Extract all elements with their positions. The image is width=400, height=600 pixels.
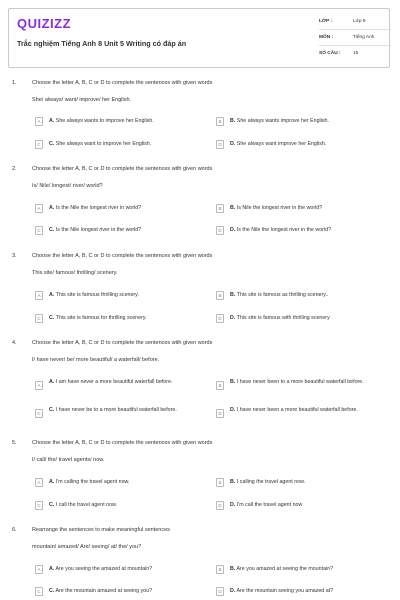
option-letter: D [216, 140, 224, 149]
option-letter: A [35, 478, 43, 487]
question-number: 4. [12, 340, 17, 346]
question-instruction: Choose the letter A, B, C or D to complete the sentences with given words [32, 340, 213, 346]
option-text: D. I'm call the travel agent now [230, 502, 303, 508]
option-text: C. This site is famous for thrilling scenery. [49, 315, 147, 321]
option-text: A. I am have never a more beautiful waterfall before. [49, 379, 173, 385]
option-letter: D [216, 409, 224, 418]
worksheet-meta [319, 14, 391, 61]
option-letter: C [35, 587, 43, 596]
meta-row-count [319, 46, 391, 61]
option-text: C. Are the mountain amazed at seeing you? [49, 588, 153, 594]
option-text: C. She always want to improve her English. [49, 141, 152, 147]
quizizz-logo: QUIZIZZ [17, 16, 72, 31]
option-letter: B [216, 204, 224, 213]
option-letter: C [35, 501, 43, 510]
option-text: D. Is the Nile the longest river in the world? [230, 227, 332, 233]
option-text: D. She always want improve her English. [230, 141, 327, 147]
option-letter: A [35, 204, 43, 213]
option-text: B. I have never been to a more beautiful waterfall before. [230, 379, 364, 385]
option-text: A. Is the Nile the longest river in world? [49, 205, 142, 211]
option-letter: A [35, 565, 43, 574]
worksheet-title: Trắc nghiệm Tiếng Anh 8 Unit 5 Writing có đáp án [17, 39, 187, 48]
option-text: D. This site is famous with thrilling scenery [230, 315, 330, 321]
question-number: 6. [12, 527, 17, 533]
question-prompt: Is/ Nile/ longest/ river/ world? [32, 183, 103, 189]
option-letter: C [35, 226, 43, 235]
option-letter: A [35, 291, 43, 300]
option-text: A. I'm calling the travel agent now. [49, 479, 130, 485]
option-letter: C [35, 140, 43, 149]
question-prompt: I/ call/ the/ travel agents/ now. [32, 457, 105, 463]
option-text: C. I have never be to a more beautiful waterfall before. [49, 407, 177, 413]
option-letter: A [35, 381, 43, 390]
question-number: 2. [12, 166, 17, 172]
option-text: B. She always wants improve her English. [230, 118, 329, 124]
question-prompt: This site/ famous/ thrilling/ scenery. [32, 270, 118, 276]
option-letter: B [216, 117, 224, 126]
option-letter: C [35, 409, 43, 418]
meta-value: Lớp 8 [353, 19, 366, 24]
option-letter: D [216, 226, 224, 235]
option-letter: A [35, 117, 43, 126]
option-letter: D [216, 587, 224, 596]
question-instruction: Choose the letter A, B, C or D to complete the sentences with given words [32, 253, 213, 259]
meta-key: LỚP : [319, 19, 333, 24]
meta-row-class [319, 14, 391, 30]
option-text: D. I have never been a more beautiful waterfall before. [230, 407, 358, 413]
meta-row-subject [319, 30, 391, 46]
option-letter: B [216, 478, 224, 487]
meta-key: SỐ CÂU : [319, 51, 341, 56]
option-text: B. Are you amazed at seeing the mountain? [230, 566, 334, 572]
option-text: A. Are you seeing the amazed at mountain? [49, 566, 153, 572]
option-letter: D [216, 314, 224, 323]
question-prompt: She/ always/ want/ improve/ her English. [32, 97, 132, 103]
meta-value: Tiếng Anh [353, 35, 375, 40]
option-letter: B [216, 291, 224, 300]
option-letter: B [216, 381, 224, 390]
question-prompt: mountain/ amazed/ Are/ seeing/ at/ the/ you? [32, 544, 142, 550]
worksheet-header [8, 8, 390, 68]
question-number: 1. [12, 80, 17, 86]
option-text: C. Is the Nile longest river in the world? [49, 227, 142, 233]
question-instruction: Choose the letter A, B, C or D to complete the sentences with given words [32, 80, 213, 86]
question-number: 3. [12, 253, 17, 259]
meta-value: 15 [353, 51, 359, 56]
question-number: 5. [12, 440, 17, 446]
option-text: A. This site is famous thrilling scenery. [49, 292, 139, 298]
question-instruction: Choose the letter A, B, C or D to complete the sentences with given words [32, 166, 213, 172]
option-text: B. This site is famous as thrilling scenery.. [230, 292, 329, 298]
option-text: D. Are the mountain seeing you amazed at? [230, 588, 334, 594]
question-prompt: I/ have never/ be/ more beautiful/ a waterfall/ before. [32, 357, 160, 363]
option-text: A. She always wants to improve her English. [49, 118, 154, 124]
question-instruction: Rearrange the sentences to make meaningful sentences [32, 527, 170, 533]
option-letter: C [35, 314, 43, 323]
option-letter: B [216, 565, 224, 574]
question-instruction: Choose the letter A, B, C or D to complete the sentences with given words [32, 440, 213, 446]
option-text: B. Is Nile the longest river in the world? [230, 205, 323, 211]
meta-key: MÔN : [319, 35, 334, 40]
option-text: B. I calling the travel agent now. [230, 479, 306, 485]
option-text: C. I call the travel agent now. [49, 502, 118, 508]
option-letter: D [216, 501, 224, 510]
